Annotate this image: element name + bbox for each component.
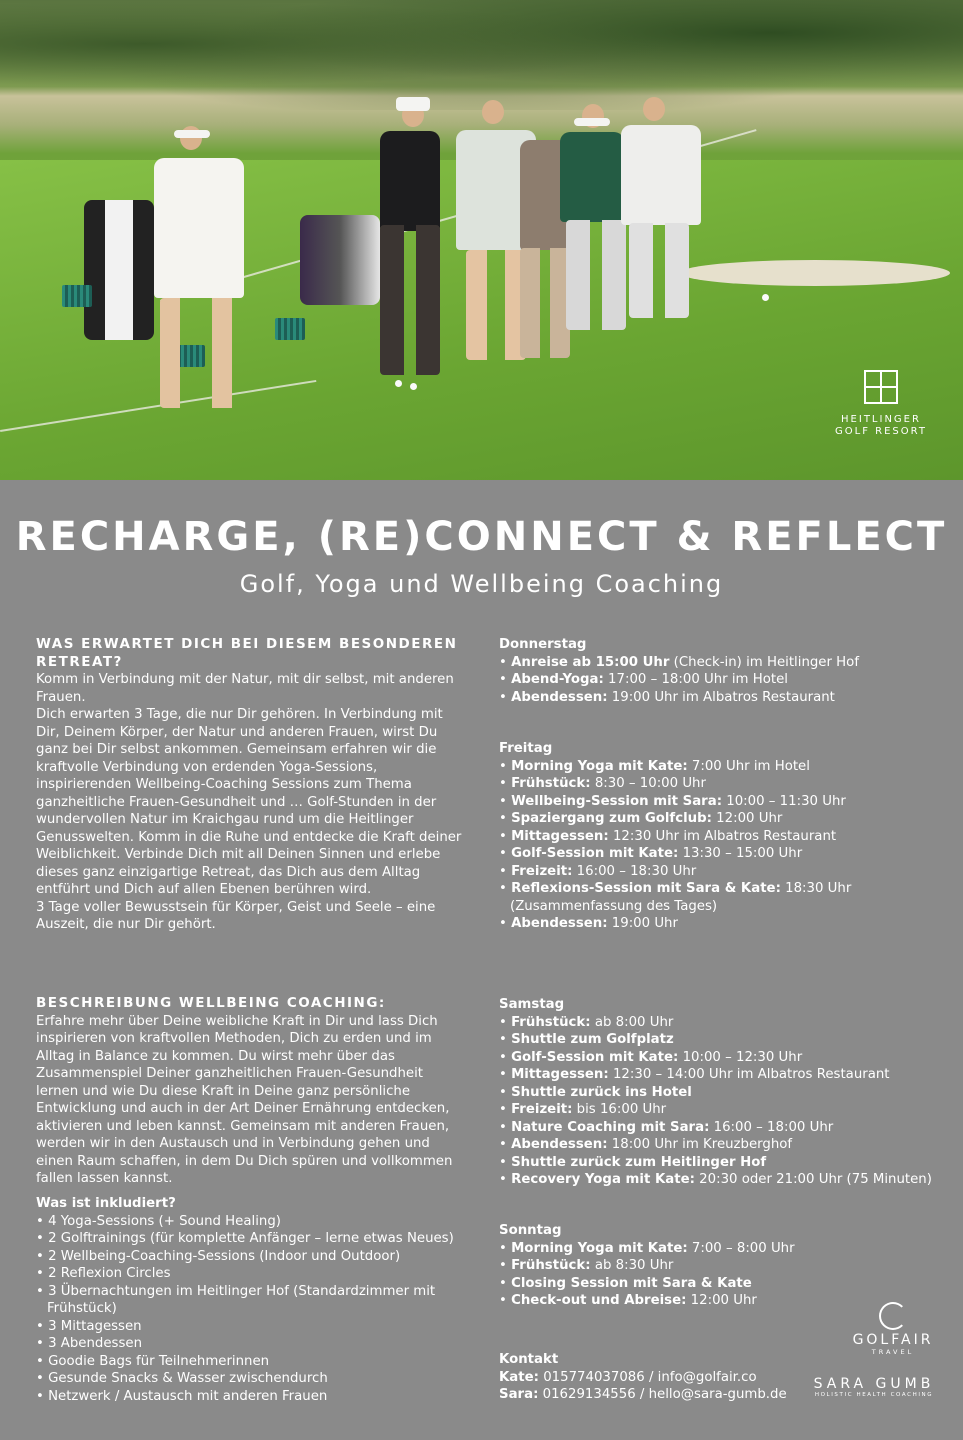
schedule-item-key: Abendessen: xyxy=(511,916,608,931)
schedule-item xyxy=(499,1101,939,1119)
day-heading: Sonntag xyxy=(499,1223,562,1238)
schedule-item-value: 19:00 Uhr xyxy=(607,916,678,931)
resort-logo-line1: HEITLINGER xyxy=(841,414,921,425)
included-section xyxy=(36,1195,466,1405)
coaching-text: Erfahre mehr über Deine weibliche Kraft in Dir und lass Dich inspirieren von kraftvollen Methoden, Dich zu erden und im Alltag in Balance zu kommen. Du wirst mehr über das Zusammenspiel Deiner ganzheitlichen Frauen-Gesundheit lernen und wie Du diese Kraft in Deine ganz persönliche Entwicklung und auch in der Art Deiner Ernährung entdecken, aktivieren und leben kannst. Gemeinsam mit anderen Frauen, werden wir in den Austausch und in Verbindung gehen und einen Raum schaffen, in dem Du Dich spüren und vollkommen fallen lassen kannst. xyxy=(36,1013,453,1186)
schedule-item-key: Abendessen: xyxy=(511,689,608,705)
expect-paragraph-3: 3 Tage voller Bewusstsein für Körper, Geist und Seele – eine Auszeit, die nur Dir gehört. xyxy=(36,899,436,932)
schedule-item-value: 7:00 Uhr im Hotel xyxy=(687,758,810,774)
schedule-item xyxy=(499,1031,939,1049)
schedule-item-value: bis 16:00 Uhr xyxy=(572,1102,667,1117)
schedule-item xyxy=(499,1257,939,1275)
list-item: • Goodie Bags für Teilnehmerinnen xyxy=(36,1353,466,1371)
schedule-saturday xyxy=(499,996,939,1189)
included-list xyxy=(36,1213,466,1406)
contact-kate-value[interactable]: 015774037086 / info@golfair.co xyxy=(538,1369,757,1385)
schedule-item-value: 20:30 oder 21:00 Uhr (75 Minuten) xyxy=(694,1172,932,1187)
schedule-item xyxy=(499,1240,939,1258)
sara-logo-tag: HOLISTIC HEALTH COACHING xyxy=(814,1392,934,1398)
schedule-item-key: Freizeit: xyxy=(511,863,573,879)
schedule-item-value: 13:30 – 15:00 Uhr xyxy=(678,846,803,861)
page-title: RECHARGE, (RE)CONNECT & REFLECT xyxy=(15,514,948,560)
schedule-item-key: Closing Session mit Sara & Kate xyxy=(511,1275,752,1291)
list-item: • 3 Mittagessen xyxy=(36,1318,466,1336)
heitlinger-golf-resort-logo xyxy=(826,370,936,438)
schedule-item-value: (Check-in) im Heitlinger Hof xyxy=(669,654,859,670)
schedule-item-value: 18:00 Uhr im Kreuzberghof xyxy=(607,1137,793,1152)
schedule-item xyxy=(499,1171,939,1189)
expect-section xyxy=(36,636,466,934)
schedule-item-key: Frühstück: xyxy=(511,776,591,791)
schedule-item-value: 10:00 – 12:30 Uhr xyxy=(678,1049,803,1065)
schedule-item-key: Abendessen: xyxy=(511,1137,608,1152)
list-item: • 3 Übernachtungen im Heitlinger Hof (Standardzimmer mit Frühstück) xyxy=(36,1283,466,1318)
schedule-item-value: 16:00 – 18:00 Uhr xyxy=(709,1119,834,1135)
schedule-item-value: 17:00 – 18:00 Uhr im Hotel xyxy=(603,672,788,687)
schedule-item xyxy=(499,1014,939,1032)
list-item: • Gesunde Snacks & Wasser zwischendurch xyxy=(36,1370,466,1388)
ball-basket xyxy=(62,285,92,307)
sara-gumb-logo xyxy=(810,1376,938,1398)
schedule-item-value: 12:00 Uhr xyxy=(711,811,783,826)
schedule-item-key: Golf-Session mit Kate: xyxy=(511,1049,679,1065)
day-heading: Freitag xyxy=(499,741,553,756)
schedule-item-key: Nature Coaching mit Sara: xyxy=(511,1119,710,1135)
schedule-item-key: Spaziergang zum Golfclub: xyxy=(511,811,712,826)
day-heading: Samstag xyxy=(499,997,565,1012)
expect-paragraph-1: Komm in Verbindung mit der Natur, mit dir selbst, mit anderen Frauen. xyxy=(36,672,454,705)
resort-logo-icon xyxy=(864,370,898,404)
schedule-item-value: 12:30 – 14:00 Uhr im Albatros Restaurant xyxy=(608,1067,890,1082)
contact-heading: Kontakt xyxy=(499,1352,559,1367)
coaching-heading: BESCHREIBUNG WELLBEING COACHING: xyxy=(36,995,386,1011)
schedule-item xyxy=(499,793,939,811)
contact-sara-value[interactable]: 01629134556 / hello@sara-gumb.de xyxy=(538,1387,787,1402)
contact-sara xyxy=(499,1386,819,1404)
contact-kate-label: Kate: xyxy=(499,1369,539,1385)
schedule-item-key: Frühstück: xyxy=(511,1258,591,1273)
schedule-item-key: Shuttle zurück ins Hotel xyxy=(511,1084,692,1100)
schedule-item xyxy=(499,758,939,776)
schedule-item-value: 19:00 Uhr im Albatros Restaurant xyxy=(607,689,835,705)
schedule-item-value: 18:30 Uhr (Zusammenfassung des Tages) xyxy=(510,881,852,914)
schedule-item xyxy=(499,1084,939,1102)
schedule-item-key: Mittagessen: xyxy=(511,1067,609,1082)
list-item: • 3 Abendessen xyxy=(36,1335,466,1353)
schedule-item xyxy=(499,775,939,793)
ball-basket xyxy=(275,318,305,340)
schedule-item-value: ab 8:00 Uhr xyxy=(590,1014,674,1030)
schedule-item-value: 12:00 Uhr xyxy=(686,1293,757,1308)
contact-sara-label: Sara: xyxy=(499,1387,539,1402)
schedule-item xyxy=(499,1154,939,1172)
list-item: • 2 Golftrainings (für komplette Anfänger – lerne etwas Neues) xyxy=(36,1230,466,1248)
schedule-item xyxy=(499,671,939,689)
list-item: • 4 Yoga-Sessions (+ Sound Healing) xyxy=(36,1213,466,1231)
hero-photo xyxy=(0,0,963,480)
list-item: • Netzwerk / Austausch mit anderen Frauen xyxy=(36,1388,466,1406)
schedule-item xyxy=(499,828,939,846)
schedule-sunday xyxy=(499,1222,939,1310)
day-heading: Donnerstag xyxy=(499,637,587,652)
schedule-item-key: Morning Yoga mit Kate: xyxy=(511,758,688,774)
schedule-item-key: Mittagessen: xyxy=(511,828,609,844)
schedule-item-key: Golf-Session mit Kate: xyxy=(511,846,679,861)
schedule-item-key: Anreise ab 15:00 Uhr xyxy=(511,654,670,670)
golf-bag xyxy=(300,215,380,305)
schedule-item xyxy=(499,1136,939,1154)
expect-heading: WAS ERWARTET DICH BEI DIESEM BESONDEREN RETREAT? xyxy=(36,636,458,670)
schedule-item-value: 12:30 Uhr im Albatros Restaurant xyxy=(608,828,837,844)
schedule-item-value: 10:00 – 11:30 Uhr xyxy=(722,793,846,809)
tree-background xyxy=(0,0,963,110)
schedule-item xyxy=(499,1049,939,1067)
golfair-logo-tag: TRAVEL xyxy=(871,1348,915,1356)
list-item: • 2 Wellbeing-Coaching-Sessions (Indoor und Outdoor) xyxy=(36,1248,466,1266)
schedule-thursday xyxy=(499,636,939,706)
contact-kate xyxy=(499,1369,819,1387)
expect-paragraph-2: Dich erwarten 3 Tage, die nur Dir gehören. In Verbindung mit Dir, Deinem Körper, der Natur und anderen Frauen, wirst Du ganz bei Dir selbst ankommen. Gemeinsam erfahren wir die kraftvolle Verbindung von erdenden Yoga-Sessions, inspirierenden Wellbeing-Coaching Sessions zum Thema ganzheitliche Frauen-Gesundheit und … Golf-Stunden in der wundervollen Natur im Kraichgau rund um die Heitlinger Genusswelten. Komm in die Ruhe und entdecke die Kraft deiner Weiblichkeit. Verbinde Dich mit all Deinen Sinnen und erlebe dieses ganz einzigartige Retreat, das Dich aus dem Alltag entführt und Dich auf allen Ebenen berühren wird. xyxy=(36,707,462,897)
golfair-logo-name: GOLFAIR xyxy=(852,1332,934,1348)
golfair-travel-logo xyxy=(838,1302,948,1356)
schedule-item-value: 7:00 – 8:00 Uhr xyxy=(687,1240,795,1256)
schedule-item xyxy=(499,1119,939,1137)
schedule-item xyxy=(499,689,939,707)
schedule-item-key: Recovery Yoga mit Kate: xyxy=(511,1172,695,1187)
schedule-item-value: ab 8:30 Uhr xyxy=(590,1258,674,1273)
schedule-friday xyxy=(499,740,939,933)
resort-logo-line2: GOLF RESORT xyxy=(835,426,927,437)
schedule-item xyxy=(499,863,939,881)
schedule-item-key: Wellbeing-Session mit Sara: xyxy=(511,793,723,809)
schedule-item-value: 8:30 – 10:00 Uhr xyxy=(590,776,706,791)
page-subtitle: Golf, Yoga und Wellbeing Coaching xyxy=(239,570,724,598)
schedule-item xyxy=(499,915,939,933)
sand-bunker xyxy=(680,260,950,286)
schedule-item-key: Freizeit: xyxy=(511,1102,573,1117)
list-item: • 2 Reflexion Circles xyxy=(36,1265,466,1283)
golf-ball xyxy=(410,383,417,390)
schedule-item-key: Shuttle zum Golfplatz xyxy=(511,1032,674,1047)
coaching-section xyxy=(36,995,466,1188)
schedule-item xyxy=(499,810,939,828)
schedule-item-key: Check-out und Abreise: xyxy=(511,1293,687,1308)
sara-logo-name: SARA GUMB xyxy=(813,1376,935,1392)
schedule-item-key: Morning Yoga mit Kate: xyxy=(511,1240,688,1256)
schedule-item xyxy=(499,1066,939,1084)
schedule-item xyxy=(499,880,939,915)
golf-swoosh-icon xyxy=(879,1302,907,1330)
included-heading: Was ist inkludiert? xyxy=(36,1196,176,1211)
schedule-item-value: 16:00 – 18:30 Uhr xyxy=(572,863,697,879)
schedule-item-key: Abend-Yoga: xyxy=(511,672,604,687)
schedule-item-key: Shuttle zurück zum Heitlinger Hof xyxy=(511,1154,767,1170)
schedule-item xyxy=(499,654,939,672)
schedule-item xyxy=(499,845,939,863)
schedule-item-key: Reflexions-Session mit Sara & Kate: xyxy=(511,881,781,896)
schedule-item-key: Frühstück: xyxy=(511,1014,591,1030)
schedule-item xyxy=(499,1275,939,1293)
contact-section xyxy=(499,1351,819,1404)
golf-bag xyxy=(84,200,154,340)
golf-ball xyxy=(762,294,769,301)
golf-ball xyxy=(395,380,402,387)
